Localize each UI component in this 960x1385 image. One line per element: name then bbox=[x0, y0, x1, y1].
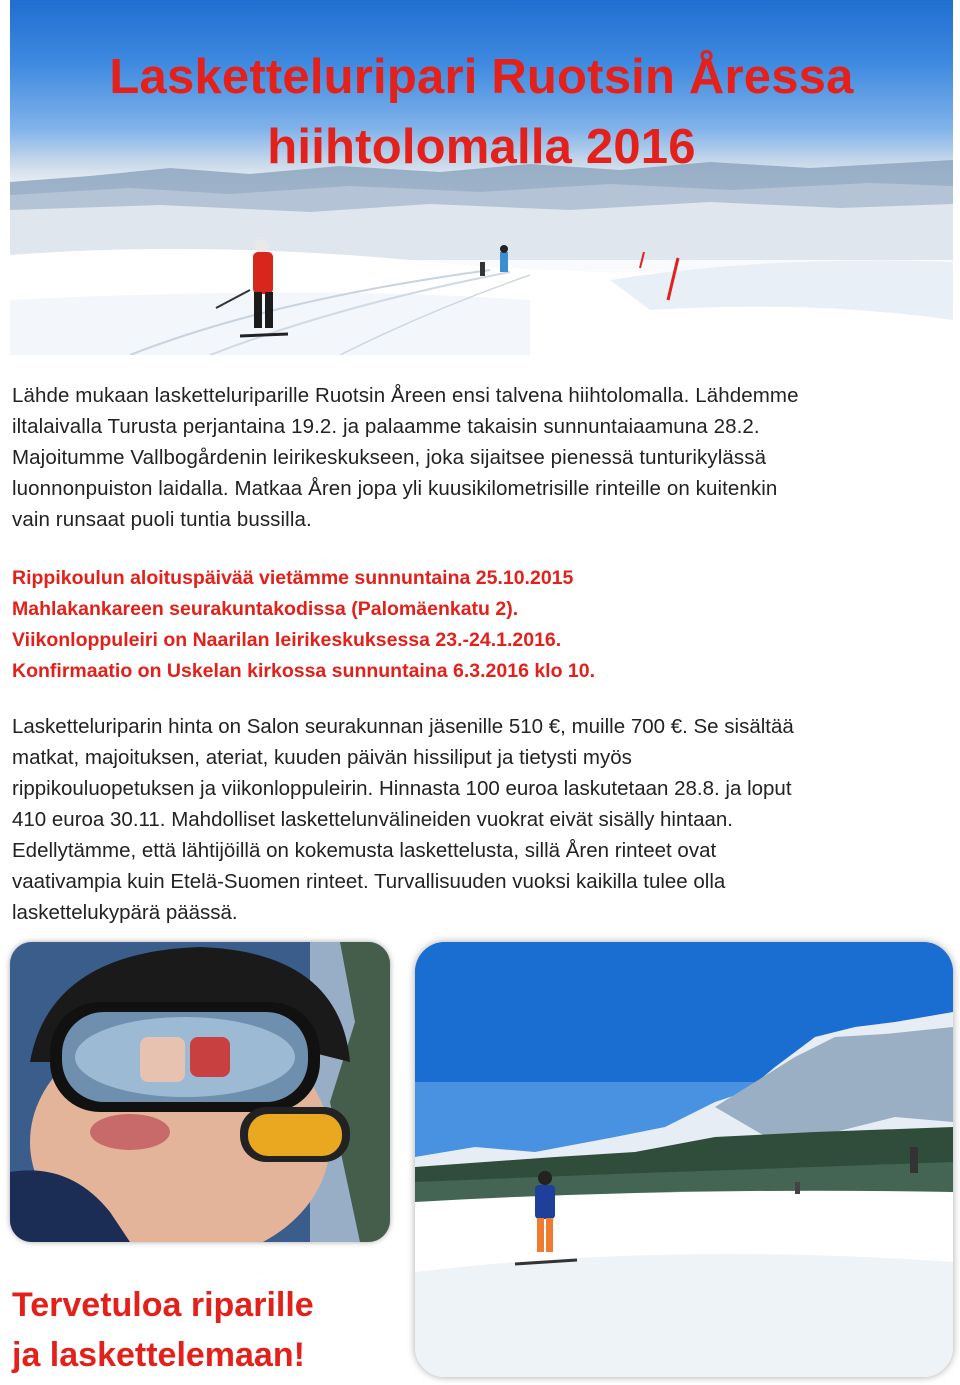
intro-line: Majoitumme Vallbogårdenin leirikeskukseen, joka sijaitsee pienessä tunturikylässä bbox=[12, 446, 767, 469]
dates-line: Rippikoulun aloituspäivää vietämme sunnuntaina 25.10.2015 bbox=[12, 567, 574, 589]
goggles-selfie-photo bbox=[10, 942, 390, 1242]
price-line: rippikouluopetuksen ja viikonloppuleirin. Hinnasta 100 euroa laskutetaan 28.8. ja loput bbox=[12, 777, 792, 800]
welcome-line2: ja laskettelemaan! bbox=[12, 1336, 305, 1374]
dates-line: Mahlakankareen seurakuntakodissa (Palomäenkatu 2). bbox=[12, 598, 519, 620]
price-line: Lasketteluriparin hinta on Salon seurakunnan jäsenille 510 €, muille 700 €. Se sisältää bbox=[12, 715, 794, 738]
hero-title bbox=[10, 42, 953, 182]
dates-line: Konfirmaatio on Uskelan kirkossa sunnuntaina 6.3.2016 klo 10. bbox=[12, 660, 596, 682]
price-line: 410 euroa 30.11. Mahdolliset laskettelunvälineiden vuokrat eivät sisälly hintaan. bbox=[12, 808, 733, 831]
price-line: matkat, majoituksen, ateriat, kuuden päivän hissiliput ja tietysti myös bbox=[12, 746, 632, 769]
price-line: laskettelukypärä päässä. bbox=[12, 901, 238, 924]
hero-title-line1: Lasketteluripari Ruotsin Åressa bbox=[109, 50, 854, 104]
slope-illustration bbox=[415, 942, 953, 1377]
dates-line: Viikonloppuleiri on Naarilan leirikeskuksessa 23.-24.1.2016. bbox=[12, 629, 562, 651]
goggles-illustration bbox=[10, 942, 390, 1242]
dates-paragraph bbox=[12, 563, 942, 687]
intro-line: luonnonpuiston laidalla. Matkaa Åren jopa yli kuusikilometrisille rinteille on kuitenkin bbox=[12, 477, 778, 500]
intro-paragraph bbox=[12, 380, 942, 535]
intro-line: vain runsaat puoli tuntia bussilla. bbox=[12, 508, 312, 531]
welcome-line1: Tervetuloa riparille bbox=[12, 1286, 314, 1324]
intro-line: Lähde mukaan lasketteluriparille Ruotsin Åreen ensi talvena hiihtolomalla. Lähdemme bbox=[12, 384, 799, 407]
price-paragraph bbox=[12, 711, 942, 928]
price-line: Edellytämme, että lähtijöillä on kokemusta laskettelusta, sillä Åren rinteet ovat bbox=[12, 839, 717, 862]
hero-title-line2: hiihtolomalla 2016 bbox=[267, 120, 696, 174]
price-line: vaativampia kuin Etelä-Suomen rinteet. Turvallisuuden vuoksi kaikilla tulee olla bbox=[12, 870, 726, 893]
ski-slope-photo bbox=[415, 942, 953, 1377]
hero-photo bbox=[10, 0, 953, 355]
intro-line: iltalaivalla Turusta perjantaina 19.2. ja palaamme takaisin sunnuntaiaamuna 28.2. bbox=[12, 415, 760, 438]
welcome-message bbox=[12, 1280, 314, 1380]
